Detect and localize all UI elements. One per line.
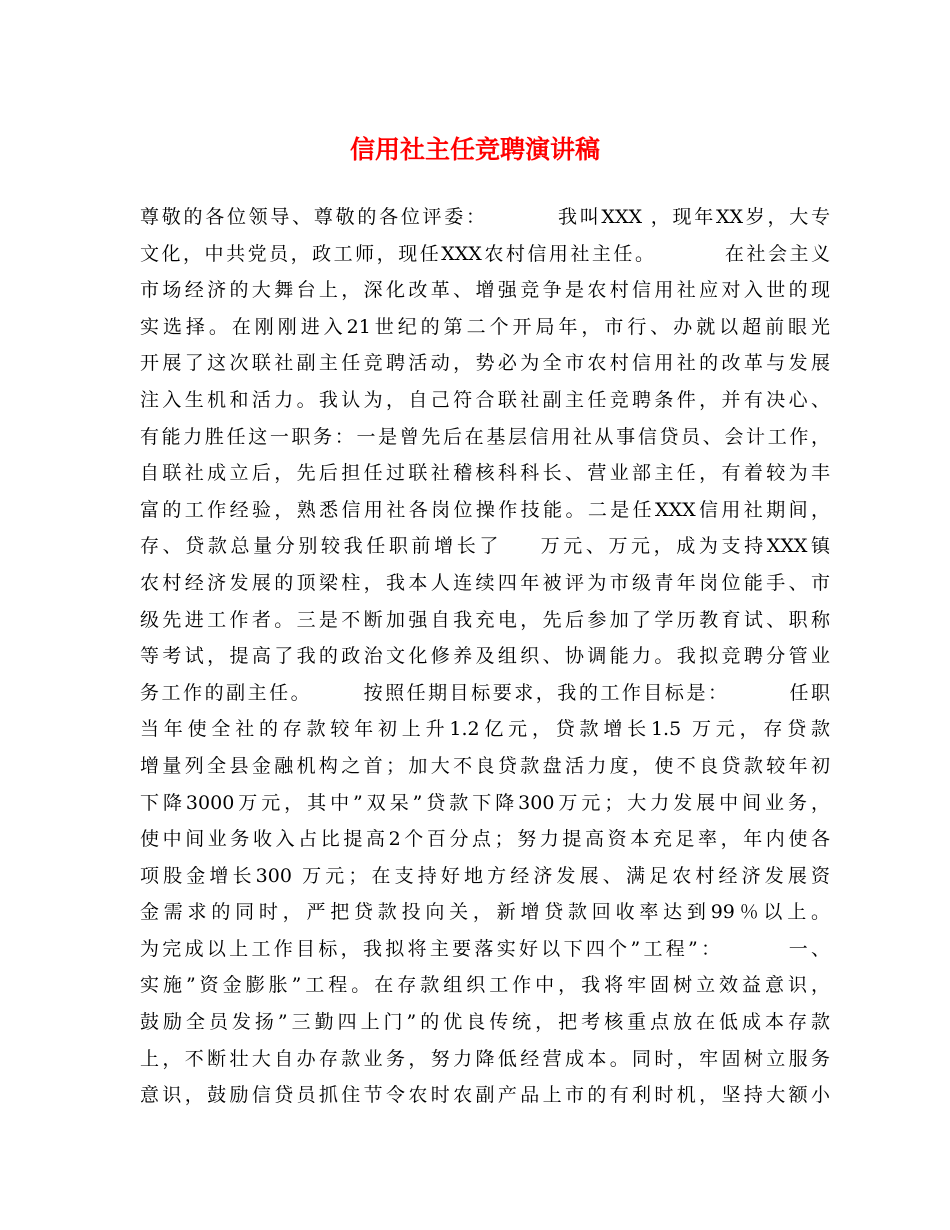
body-line: 富的工作经验，熟悉信用社各岗位操作技能。二是任XXX信用社期间， [140,498,830,521]
document-title: 信用社主任竞聘演讲稿 [349,135,600,164]
body-line: 当年使全社的存款较年初上升1.2亿元，贷款增长1.5 万元，存贷款 [140,718,830,741]
document-body [140,199,830,1114]
body-line: 项股金增长300 万元；在支持好地方经济发展、满足农村经济发展资 [140,864,830,887]
body-line: 下降3000万元，其中”双呆”贷款下降300万元；大力发展中间业务， [140,791,830,814]
body-line: 上，不断壮大自办存款业务，努力降低经营成本。同时，牢固树立服务 [140,1047,830,1070]
body-line: 级先进工作者。三是不断加强自我充电，先后参加了学历教育试、职称 [140,608,830,631]
body-line: 开展了这次联社副主任竞聘活动，势必为全市农村信用社的改革与发展 [140,352,830,375]
body-line: 为完成以上工作目标，我拟将主要落实好以下四个”工程”： 一、 [140,937,830,960]
body-line: 有能力胜任这一职务：一是曾先后在基层信用社从事信贷员、会计工作， [140,425,830,448]
body-line: 注入生机和活力。我认为，自己符合联社副主任竞聘条件，并有决心、 [140,388,830,411]
body-line: 鼓励全员发扬”三勤四上门”的优良传统，把考核重点放在低成本存款 [140,1011,830,1034]
body-line: 自联社成立后，先后担任过联社稽核科科长、营业部主任，有着较为丰 [140,462,830,485]
body-line: 实施”资金膨胀”工程。在存款组织工作中，我将牢固树立效益意识， [140,974,830,997]
body-line: 等考试，提高了我的政治文化修养及组织、协调能力。我拟竞聘分管业 [140,645,830,668]
body-line: 务工作的副主任。 按照任期目标要求，我的工作目标是： 任职 [140,681,830,704]
body-line: 文化，中共党员，政工师，现任XXX农村信用社主任。 在社会主义 [140,242,830,265]
body-line: 使中间业务收入占比提高2个百分点；努力提高资本充足率，年内使各 [140,828,830,851]
body-line: 存、贷款总量分别较我任职前增长了 万元、万元，成为支持XXX镇 [140,535,830,558]
body-line: 农村经济发展的顶梁柱，我本人连续四年被评为市级青年岗位能手、市 [140,571,830,594]
body-line: 尊敬的各位领导、尊敬的各位评委： 我叫XXX ，现年XX岁，大专 [140,206,830,228]
body-line: 市场经济的大舞台上，深化改革、增强竞争是农村信用社应对入世的现 [140,279,830,302]
body-line: 意识，鼓励信贷员抓住节令农时农副产品上市的有利时机，坚持大额小 [140,1084,830,1107]
body-line: 金需求的同时，严把贷款投向关，新增贷款回收率达到99％以上。 [140,901,830,924]
body-line: 增量列全县金融机构之首；加大不良贷款盘活力度，使不良贷款较年初 [140,754,830,777]
body-line: 实选择。在刚刚进入21世纪的第二个开局年，市行、办就以超前眼光 [140,315,830,338]
